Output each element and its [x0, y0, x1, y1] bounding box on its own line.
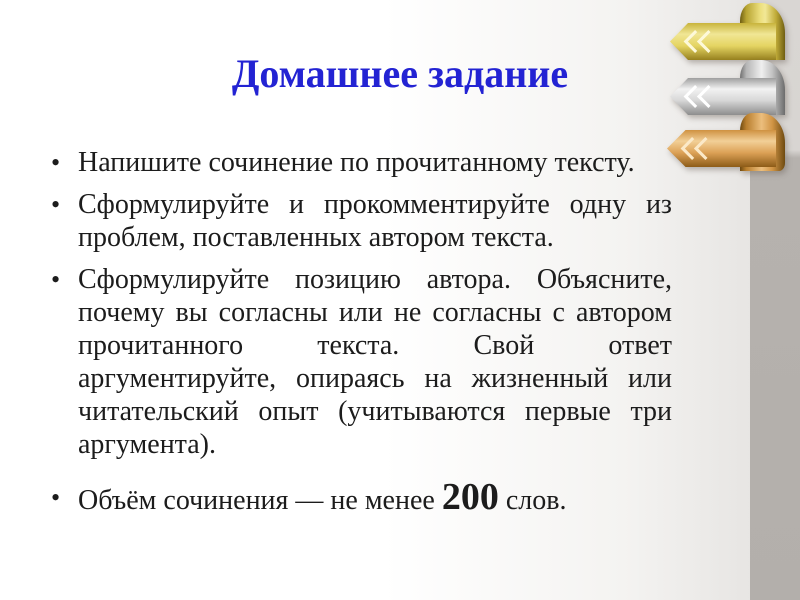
- bronze-ribbon-band: [667, 130, 776, 167]
- bullet-text: Сформулируйте и прокомментируйте одну из проблем, поставленных автором текста.: [78, 189, 672, 253]
- word-count-emphasis: 200: [441, 476, 499, 518]
- bullet-marker: •: [51, 265, 61, 294]
- bullet-marker: •: [51, 483, 61, 512]
- bullet-text: Напишите сочинение по прочитанному тексту.: [78, 147, 635, 178]
- bullet-text-before: Объём сочинения — не менее: [78, 485, 442, 516]
- bullet-text-after: слов.: [498, 485, 567, 516]
- bullet-item-3: [40, 263, 672, 461]
- bullet-item-4: [40, 476, 672, 518]
- bullet-marker: •: [51, 148, 61, 177]
- bullet-item-2: [40, 188, 672, 254]
- bullet-list: [40, 146, 672, 526]
- slide-title: Домашнее задание: [231, 51, 569, 96]
- bullet-text: Сформулируйте позицию автора. Объясните, почему вы согласны или не согласны с автором прочитанного текста. Свой ответ аргументируйте, опираясь на жизненный или читательский опыт (учитываются первые три аргумента).: [78, 264, 672, 460]
- double-chevron-left-icon: [677, 134, 715, 163]
- bullet-marker: •: [51, 190, 61, 219]
- bullet-item-1: [40, 146, 672, 179]
